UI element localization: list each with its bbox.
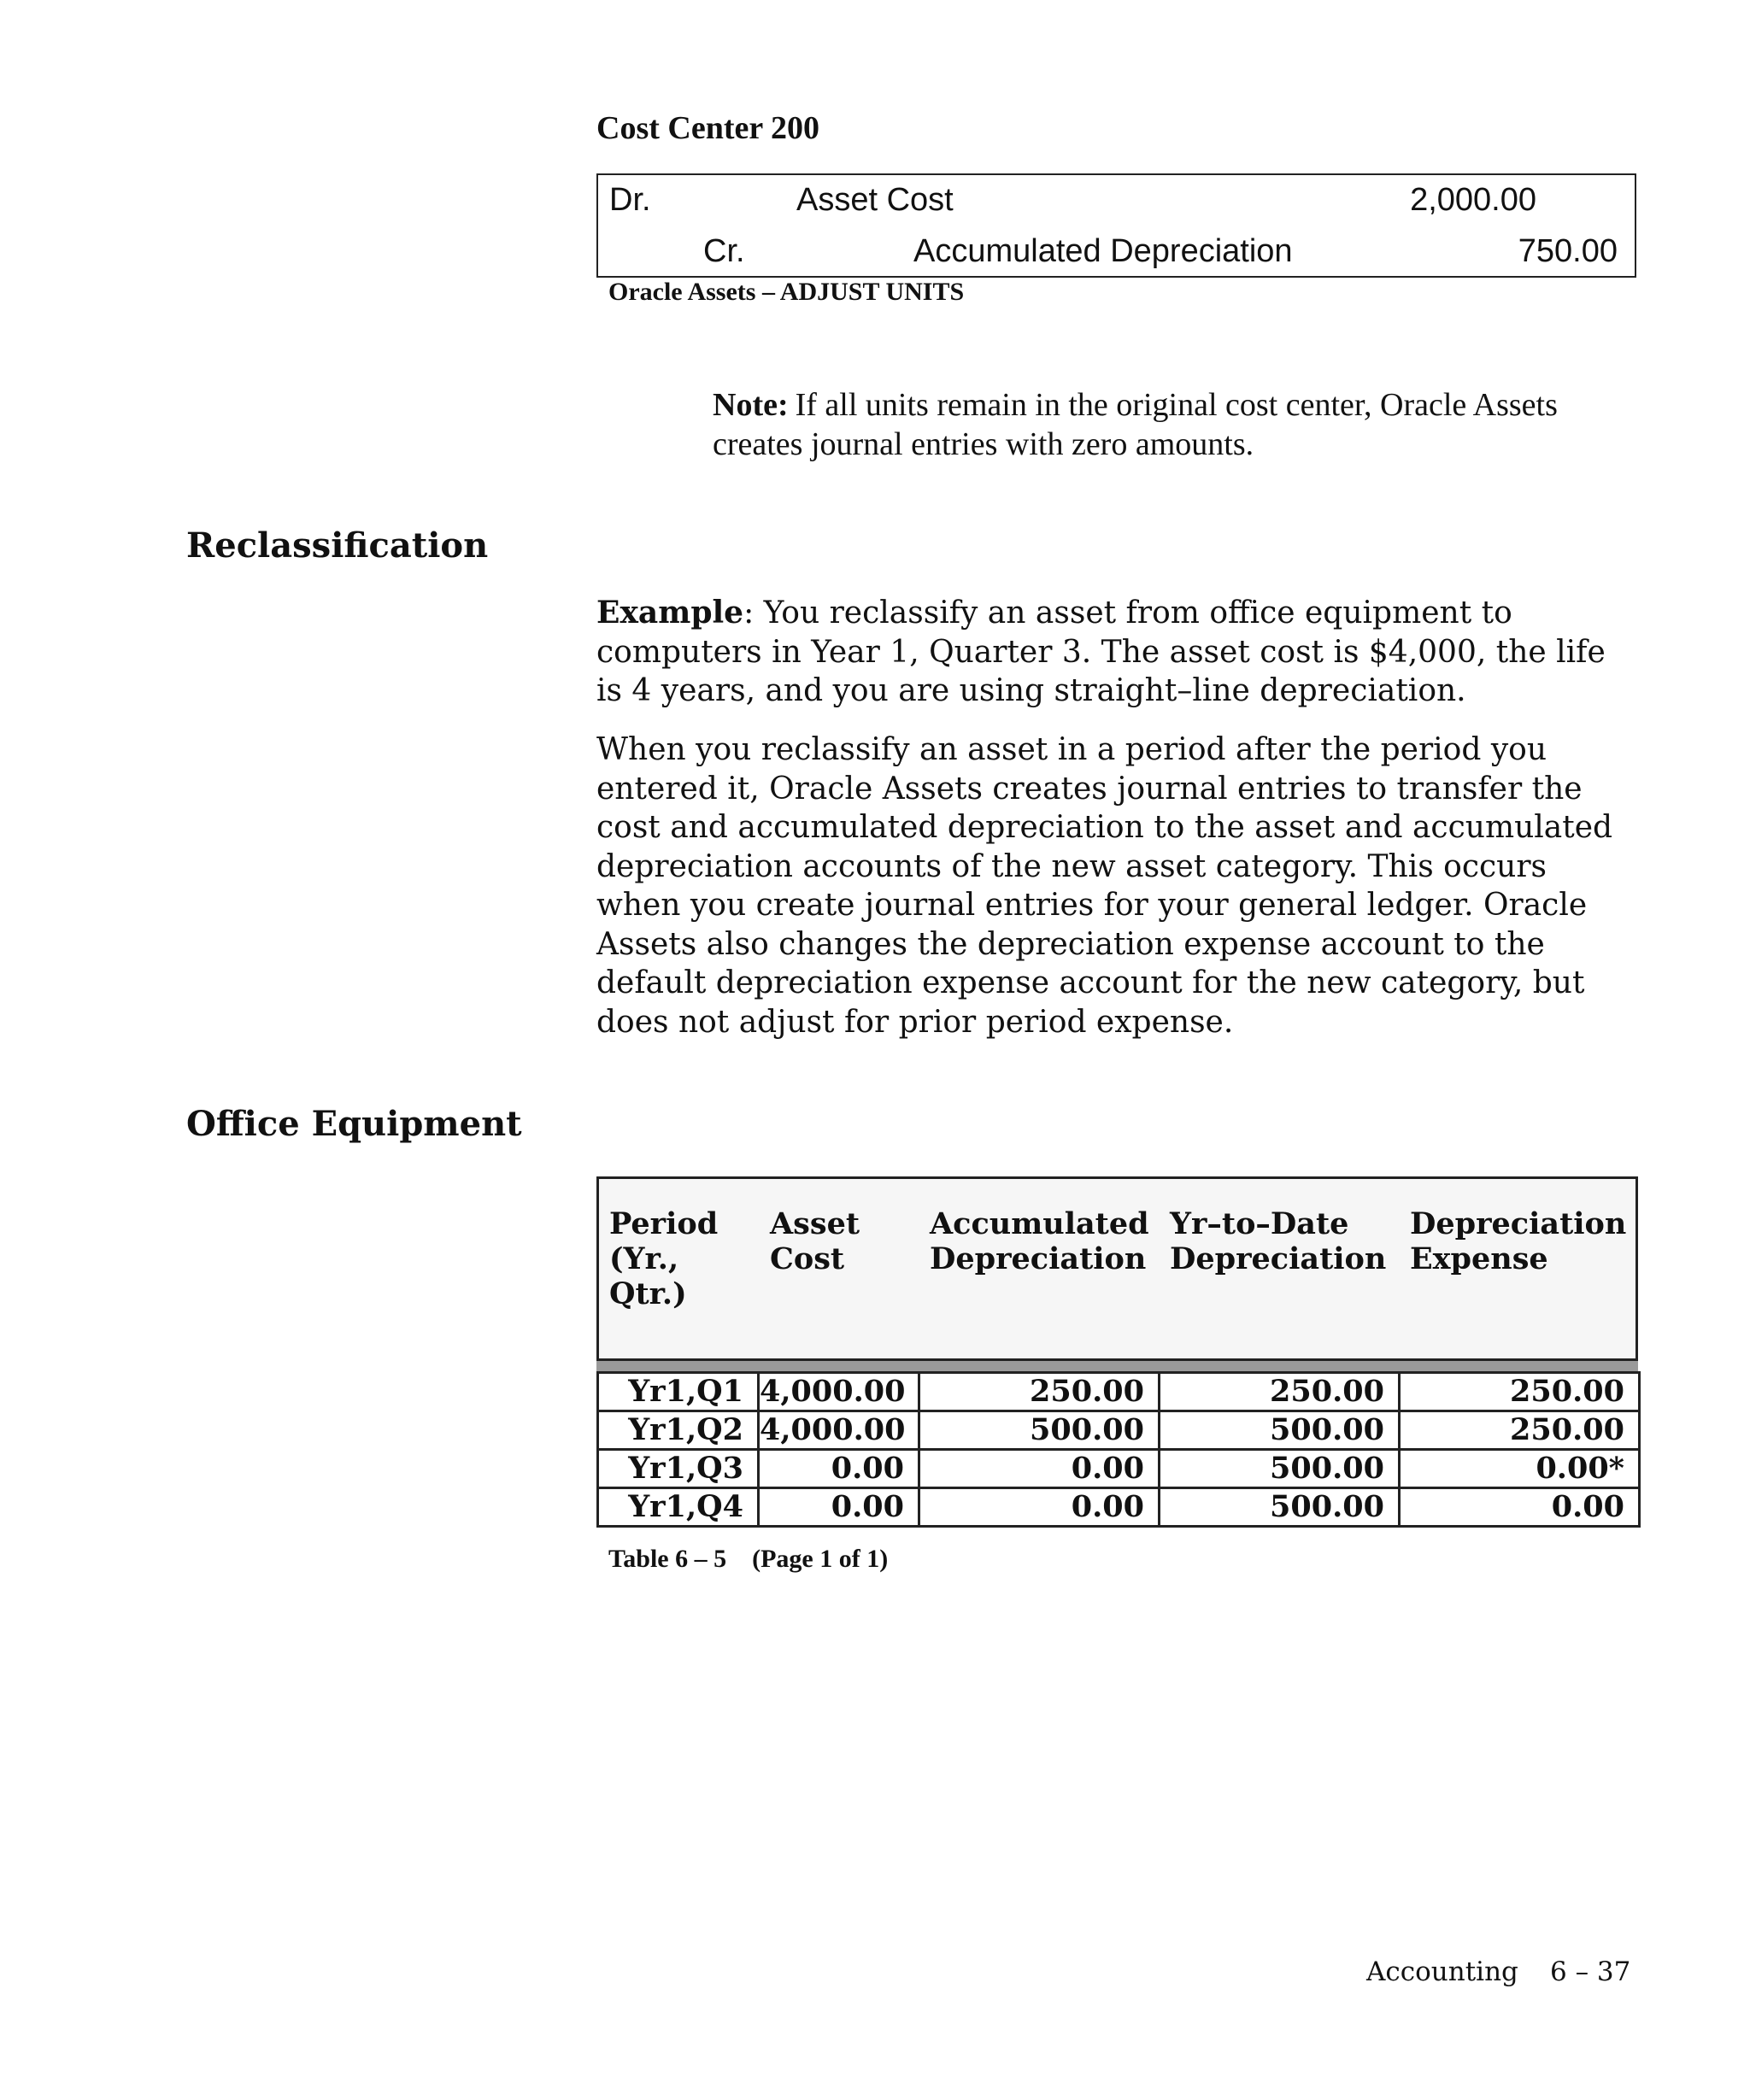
cell-ytd: 250.00: [1160, 1373, 1400, 1411]
example-label: Example: [596, 595, 744, 631]
cell-expense: 250.00: [1400, 1411, 1640, 1450]
cell-expense: 0.00: [1400, 1488, 1640, 1527]
cell-asset-cost: 0.00: [759, 1450, 919, 1488]
table-row: [598, 1450, 1640, 1488]
depreciation-table: [596, 1371, 1641, 1528]
cr-amount: 750.00: [1518, 233, 1618, 269]
table-row: [598, 1488, 1640, 1527]
figure-caption: Oracle Assets – ADJUST UNITS: [608, 278, 965, 306]
table-separator: [596, 1361, 1638, 1371]
example-text: : You reclassify an asset from office equipment to computers in Year 1, Quarter 3. The asset cost is $4,000, the life is 4 years, and you are using straight–line depreciation.: [596, 595, 1606, 708]
cell-ytd: 500.00: [1160, 1488, 1400, 1527]
table-row: [598, 1373, 1640, 1411]
cell-asset-cost: 4,000.00: [759, 1411, 919, 1450]
reclassification-paragraph: When you reclassify an asset in a period after the period you entered it, Oracle Assets creates journal entries to transfer the cost and accumulated depreciation to the asset and accumulated depreciation accounts of the new asset category. This occurs when you create journal entries for your general ledger. Oracle Assets also changes the depreciation expense account to the default depreciation expense account for the new category, but does not adjust for prior period expense.: [596, 732, 1613, 1040]
cell-accumulated: 0.00: [919, 1488, 1160, 1527]
cell-ytd: 500.00: [1160, 1450, 1400, 1488]
cell-accumulated: 0.00: [919, 1450, 1160, 1488]
note-text: If all units remain in the original cost center, Oracle Assets creates journal entries with zero amounts.: [713, 387, 1558, 462]
cell-period: Yr1,Q1: [598, 1373, 759, 1411]
reclassification-heading: Reclassification: [186, 525, 489, 566]
header-depreciation-expense: Depreciation Expense: [1410, 1206, 1627, 1276]
table-caption: Table 6 – 5 (Page 1 of 1): [608, 1545, 889, 1573]
cell-period: Yr1,Q3: [598, 1450, 759, 1488]
cell-period: Yr1,Q4: [598, 1488, 759, 1527]
cell-accumulated: 250.00: [919, 1373, 1160, 1411]
table-row: [598, 1411, 1640, 1450]
header-accumulated-depreciation: Accumulated Depreciation: [930, 1206, 1149, 1276]
header-ytd-depreciation: Yr–to–Date Depreciation: [1170, 1206, 1387, 1276]
footer-section: Accounting: [1366, 1956, 1518, 1987]
header-asset-cost: Asset Cost: [770, 1206, 860, 1276]
journal-entry-box: [596, 173, 1636, 278]
cell-ytd: 500.00: [1160, 1411, 1400, 1450]
cell-accumulated: 500.00: [919, 1411, 1160, 1450]
cell-asset-cost: 4,000.00: [759, 1373, 919, 1411]
footer-page-number: 6 – 37: [1550, 1956, 1631, 1987]
cell-expense: 250.00: [1400, 1373, 1640, 1411]
dr-account: Asset Cost: [796, 182, 954, 218]
cell-expense: 0.00*: [1400, 1450, 1640, 1488]
note: [713, 385, 1601, 464]
cost-center-title: Cost Center 200: [596, 110, 820, 146]
cell-period: Yr1,Q2: [598, 1411, 759, 1450]
dr-amount: 2,000.00: [1410, 182, 1536, 218]
note-label: Note:: [713, 387, 789, 423]
header-period: Period (Yr., Qtr.): [609, 1206, 719, 1311]
office-equipment-heading: Office Equipment: [186, 1104, 522, 1144]
dr-label: Dr.: [609, 182, 651, 218]
cr-account: Accumulated Depreciation: [913, 233, 1293, 269]
table-header: [596, 1176, 1638, 1361]
example-paragraph: [596, 594, 1639, 711]
cr-label: Cr.: [703, 233, 745, 269]
cell-asset-cost: 0.00: [759, 1488, 919, 1527]
